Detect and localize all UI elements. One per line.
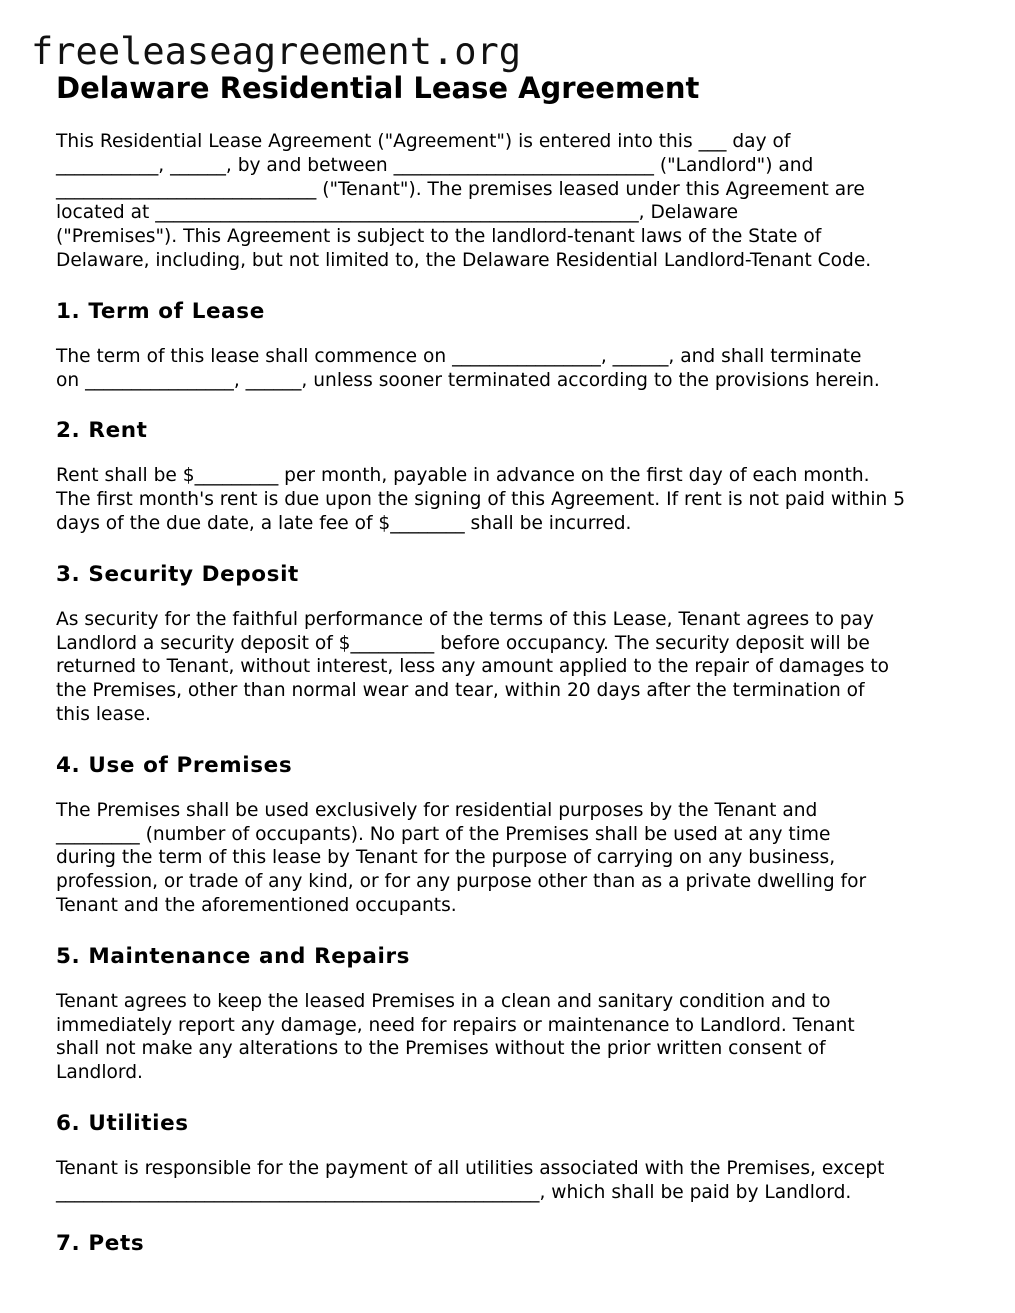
paragraph-line: this lease. — [56, 703, 151, 725]
paragraph-line: Landlord a security deposit of $_________ before occupancy. The security deposit will be — [56, 632, 870, 654]
paragraph-line: days of the due date, a late fee of $________ shall be incurred. — [56, 512, 632, 534]
paragraph-line: ____________________________________________________, which shall be paid by Landlord. — [56, 1181, 852, 1203]
paragraph-line: The first month's rent is due upon the signing of this Agreement. If rent is not paid within 5 — [56, 489, 906, 511]
section-paragraph-security-deposit — [56, 608, 976, 727]
paragraph-line: returned to Tenant, without interest, less any amount applied to the repair of damages to — [56, 656, 890, 678]
section-paragraph-utilities — [56, 1157, 976, 1205]
section-heading-maintenance: 5. Maintenance and Repairs — [56, 943, 411, 969]
paragraph-line: profession, or trade of any kind, or for any purpose other than as a private dwelling for — [56, 871, 867, 893]
paragraph-line: Landlord. — [56, 1062, 143, 1084]
paragraph-line: As security for the faithful performance of the terms of this Lease, Tenant agrees to pay — [56, 608, 874, 630]
intro-line: Delaware, including, but not limited to, the Delaware Residential Landlord-Tenant Code. — [56, 249, 872, 271]
intro-line: This Residential Lease Agreement ("Agreement") is entered into this ___ day of — [56, 131, 791, 152]
section-heading-pets: 7. Pets — [56, 1230, 145, 1256]
paragraph-line: The term of this lease shall commence on ________________, ______, and shall terminate — [56, 345, 862, 367]
paragraph-line: The Premises shall be used exclusively for residential purposes by the Tenant and — [56, 799, 818, 821]
section-heading-utilities: 6. Utilities — [56, 1110, 189, 1136]
section-heading-rent: 2. Rent — [56, 418, 148, 444]
paragraph-line: on ________________, ______, unless sooner terminated according to the provisions herein. — [56, 369, 880, 391]
section-paragraph-use-of-premises — [56, 799, 976, 918]
section-heading-security-deposit: 3. Security Deposit — [56, 561, 299, 587]
paragraph-line: Tenant is responsible for the payment of all utilities associated with the Premises, except — [56, 1157, 885, 1179]
intro-paragraph — [56, 130, 976, 273]
intro-line: located at ____________________________________________________, Delaware — [56, 202, 739, 224]
section-heading-term: 1. Term of Lease — [56, 298, 265, 324]
intro-line: ("Premises"). This Agreement is subject to the landlord-tenant laws of the State of — [56, 226, 822, 248]
paragraph-line: Tenant and the aforementioned occupants. — [56, 894, 457, 916]
intro-line: ____________________________ ("Tenant"). The premises leased under this Agreement are — [56, 178, 865, 200]
section-heading-use-of-premises: 4. Use of Premises — [56, 752, 293, 778]
section-paragraph-maintenance — [56, 990, 976, 1085]
paragraph-line: Tenant agrees to keep the leased Premises in a clean and sanitary condition and to — [56, 990, 831, 1012]
paragraph-line: immediately report any damage, need for repairs or maintenance to Landlord. Tenant — [56, 1014, 855, 1036]
paragraph-line: during the term of this lease by Tenant for the purpose of carrying on any business, — [56, 847, 836, 869]
section-paragraph-term — [56, 345, 976, 393]
site-watermark: freeleaseagreement.org — [31, 30, 522, 73]
paragraph-line: _________ (number of occupants). No part of the Premises shall be used at any time — [56, 823, 831, 845]
lease-body — [56, 130, 976, 1258]
paragraph-line: shall not make any alterations to the Premises without the prior written consent of — [56, 1038, 826, 1060]
intro-line: ___________, ______, by and between ____________________________ ("Landlord") and — [56, 154, 814, 176]
section-paragraph-rent — [56, 464, 976, 535]
paragraph-line: Rent shall be $_________ per month, payable in advance on the first day of each month. — [56, 465, 870, 487]
paragraph-line: the Premises, other than normal wear and tear, within 20 days after the termination of — [56, 680, 865, 702]
document-title: Delaware Residential Lease Agreement — [56, 71, 700, 105]
